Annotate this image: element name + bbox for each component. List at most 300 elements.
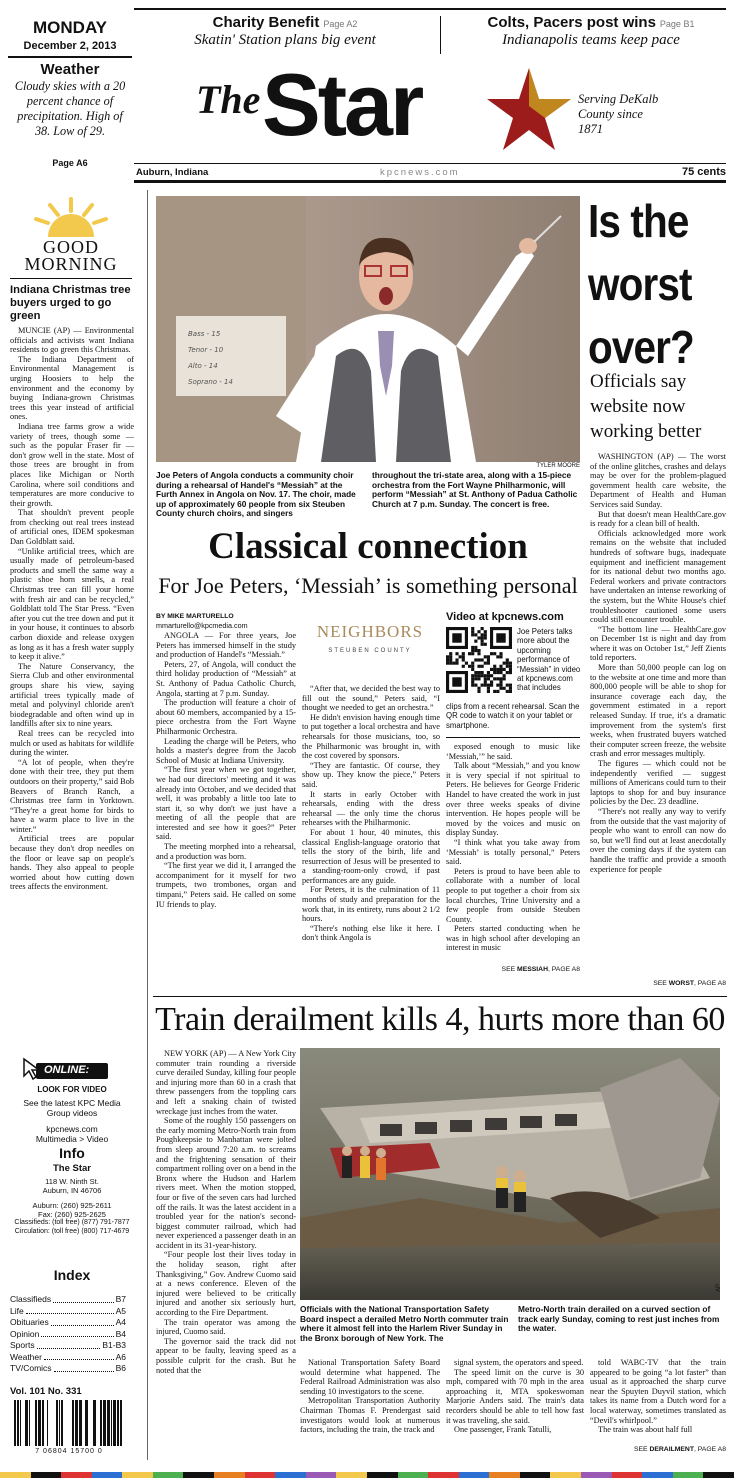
barcode-bar <box>56 1400 58 1446</box>
index-name: Obituaries <box>10 1317 49 1327</box>
qr-module <box>477 652 480 655</box>
qr-module <box>484 636 487 639</box>
qr-module <box>499 680 502 683</box>
paragraph: It starts in early October with rehearsals, ending with the dress rehearsal — the only time the chorus rehearses with the Philharmonic. <box>302 789 440 828</box>
barcode-bar <box>47 1400 48 1446</box>
color-swatch <box>245 1472 276 1478</box>
cursor-icon <box>22 1058 42 1080</box>
index-name: Classifieds <box>10 1294 52 1304</box>
train-photo <box>300 1048 720 1300</box>
qr-module <box>484 630 487 633</box>
classical-col1 <box>156 631 296 964</box>
train-photo-credit: AP <box>716 1283 722 1292</box>
color-swatch <box>489 1472 520 1478</box>
paragraph: Peters started conducting when he was in high school after developing an interest in music <box>446 924 580 953</box>
color-swatch <box>183 1472 214 1478</box>
qr-module <box>471 662 474 665</box>
barcode-number: 7 06804 15700 0 <box>35 1448 103 1455</box>
jump-word: DERAILMENT <box>649 1446 694 1453</box>
qr-module <box>471 684 474 687</box>
paragraph: For Peters, it is the culmination of 11 months of study and preparation for the work that, in its entirety, runs about 2 1/2 hours. <box>302 885 440 924</box>
qr-module <box>471 633 474 636</box>
board-line: Soprano - 14 <box>188 378 233 386</box>
teaser-colts[interactable] <box>456 14 726 48</box>
masthead-date: December 2, 2013 <box>23 40 117 52</box>
train-col3 <box>446 1358 584 1458</box>
paragraph: told WABC-TV that the train appeared to be going “a lot faster” than usual as it approached the sharp curve near the Spuyten Duyvil station, which takes its name from a Dutch word for a local waterway, sometimes translated as “Devil's whirlpool.” <box>590 1358 726 1425</box>
qr-module <box>487 684 490 687</box>
qr-module <box>474 674 477 677</box>
dateline-city: Auburn, Indiana <box>136 167 209 178</box>
qr-module <box>496 677 499 680</box>
index-name: Life <box>10 1305 24 1316</box>
qr-module <box>509 665 512 668</box>
qr-module <box>499 671 502 674</box>
index-page: A6 <box>115 1351 126 1362</box>
qr-module <box>484 662 487 665</box>
paragraph: One passenger, Frank Tatulli, <box>454 1425 552 1435</box>
color-swatch <box>673 1472 704 1478</box>
worst-jump[interactable] <box>590 980 726 987</box>
qr-module <box>499 677 502 680</box>
logo-star: Star <box>262 55 422 154</box>
paragraph: “The first year we did it, I arranged the accompaniment for it myself for two trumpets, two trombones, organ and timpani,” Peters said. He called on some IU friends to play. <box>156 861 296 909</box>
qr-module <box>477 690 480 693</box>
color-swatch <box>153 1472 184 1478</box>
barcode-bar <box>93 1400 96 1446</box>
train-col2 <box>300 1358 440 1458</box>
barcode-bar <box>25 1400 28 1446</box>
barcode-bar <box>100 1400 102 1446</box>
worst-story <box>590 452 726 964</box>
qr-module <box>474 640 477 643</box>
index-list <box>10 1294 126 1375</box>
worst-headline: Is the worst over? <box>588 195 694 373</box>
board-line: Bass - 15 <box>188 330 221 338</box>
teaser-colts-title: Colts, Pacers post wins <box>487 14 656 31</box>
qr-module <box>474 684 477 687</box>
qr-module <box>471 668 474 671</box>
paragraph: “They are fantastic. Of course, they show up. They know the piece,” Peters said. <box>302 760 440 789</box>
qr-module <box>455 662 458 665</box>
video-path: Multimedia > Video <box>35 1134 109 1144</box>
paragraph: “There's nothing else like it here. I don't think Angola is <box>302 923 440 943</box>
qr-module <box>496 633 505 642</box>
color-swatch <box>214 1472 245 1478</box>
barcode-bar <box>113 1400 116 1446</box>
video-side-text: Joe Peters talks more about the upcoming performance of “Messiah” in video at kpcnews.com that includes <box>517 627 581 693</box>
color-swatch <box>306 1472 337 1478</box>
qr-module <box>487 662 490 665</box>
qr-module <box>471 627 474 630</box>
qr-module <box>499 652 502 655</box>
qr-module <box>474 677 477 680</box>
paragraph: “After that, we decided the best way to fill out the sound,” Peters said, “I thought we needed to get an orchestra.” <box>302 684 440 713</box>
qr-module <box>490 652 493 655</box>
paragraph: The production will feature a choir of about 60 members, accompanied by a 15-piece orchestra from the Fort Wayne Philharmonic Orchestra. <box>156 698 296 736</box>
teaser-charity-page: Page A2 <box>323 19 358 29</box>
index-page: B7 <box>115 1294 126 1304</box>
barcode-bar <box>111 1400 112 1446</box>
logo-the: The <box>196 77 261 122</box>
train-col4 <box>590 1358 726 1450</box>
video-text: See the latest KPC Media Group videos <box>23 1098 121 1118</box>
qr-module <box>452 677 461 686</box>
qr-module <box>509 662 512 665</box>
qr-module <box>496 690 499 693</box>
qr-module <box>481 640 484 643</box>
look-for-video: LOOK FOR VIDEO <box>37 1085 107 1094</box>
barcode-bar <box>120 1400 122 1446</box>
weather-title: Weather <box>40 61 100 78</box>
qr-module <box>509 687 512 690</box>
paragraph: Artificial trees are popular because they don't drop needles on the floor or leave sap on people's hands. They also appeal to people worried about how cutting down trees affects the environment. <box>10 834 134 892</box>
qr-module <box>487 674 490 677</box>
paragraph: “Unlike artificial trees, which are usually made of petroleum-based products and smell the same way a plastic shoe horn smells, a real Christmas tree can fill your home with fresh air and can be recycled,” Goldblatt told The Star Press. “Even after you cut the tree down and put it in your house, it continues to absorb carbon dioxide and release oxygen as long as it has a fresh water supply to keep it alive.” <box>10 546 134 662</box>
qr-module <box>493 677 496 680</box>
qr-module <box>493 671 496 674</box>
classical-deck: For Joe Peters, ‘Messiah’ is something personal <box>158 573 578 598</box>
qr-module <box>471 649 474 652</box>
qr-module <box>490 680 493 683</box>
paragraph: “There's not really any way to verify from the outside that the vast majority of people who want to enroll can now do so, but we'll find out at least anecdotally over the coming days if the system can handle the traffic and provide a smooth experience for people <box>590 806 726 874</box>
barcode-bar <box>117 1400 119 1446</box>
qr-module <box>503 687 506 690</box>
price: 75 cents <box>681 166 726 178</box>
qr-module <box>477 677 480 680</box>
info-name: The Star <box>52 1163 91 1174</box>
board-line: Alto - 14 <box>188 362 218 370</box>
qr-module <box>449 658 452 661</box>
photo1-caption-left: Joe Peters of Angola conducts a community choir during a rehearsal of Handel's “Messiah” at the Furth Annex in Angola on Nov. 17. The choir, made up of approximately 60 people from six Steuben County church choirs, and singers <box>156 470 356 519</box>
color-swatch <box>367 1472 398 1478</box>
qr-module <box>446 662 449 665</box>
tree-story <box>10 326 134 892</box>
index-page: B4 <box>115 1328 126 1339</box>
qr-module <box>477 630 480 633</box>
good-morning-morning: MORNING <box>24 254 118 274</box>
qr-module <box>503 677 506 680</box>
teaser-colts-sub: Indianapolis teams keep pace <box>502 32 680 48</box>
qr-module <box>503 662 506 665</box>
qr-module <box>474 658 477 661</box>
qr-module <box>499 684 502 687</box>
qr-module <box>493 665 496 668</box>
index-row[interactable] <box>10 1329 126 1341</box>
qr-module <box>471 665 474 668</box>
barcode-bar <box>20 1400 21 1446</box>
qr-module <box>509 668 512 671</box>
qr-module <box>446 655 449 658</box>
classical-byline: BY MIKE MARTURELLO <box>156 613 234 620</box>
color-swatch <box>336 1472 367 1478</box>
index-row[interactable] <box>10 1294 126 1306</box>
qr-module <box>468 652 471 655</box>
barcode-bar <box>59 1400 60 1446</box>
qr-module <box>506 665 509 668</box>
index-page: A5 <box>115 1305 126 1316</box>
qr-module <box>477 665 480 668</box>
color-swatch <box>581 1472 612 1478</box>
teaser-colts-page: Page B1 <box>659 19 695 29</box>
qr-module <box>484 674 487 677</box>
qr-module <box>509 690 512 693</box>
qr-module <box>503 668 506 671</box>
qr-module <box>471 677 474 680</box>
qr-module <box>496 668 499 671</box>
qr-module <box>474 649 477 652</box>
qr-module <box>506 690 509 693</box>
qr-module <box>477 649 480 652</box>
qr-module <box>459 655 462 658</box>
qr-module <box>506 662 509 665</box>
qr-module <box>484 633 487 636</box>
color-swatch <box>550 1472 581 1478</box>
qr-module <box>481 674 484 677</box>
weather-page: Page A6 <box>52 158 88 168</box>
qr-module <box>481 633 484 636</box>
qr-module <box>499 665 502 668</box>
color-swatch <box>612 1472 643 1478</box>
barcode-bar <box>17 1400 19 1446</box>
jump-word: MESSIAH <box>517 966 548 973</box>
paragraph: Leading the charge will be Peters, who holds a master's degree from the Jacob School of Music at Indiana University. <box>156 736 296 765</box>
conductor-photo <box>156 196 580 462</box>
train-col1 <box>156 1049 296 1459</box>
qr-module <box>484 684 487 687</box>
index-title: Index <box>53 1267 91 1283</box>
qr-module <box>506 684 509 687</box>
video-site[interactable]: kpcnews.com <box>46 1124 98 1134</box>
qr-module <box>493 668 496 671</box>
paragraph: Metropolitan Transportation Authority Chairman Thomas F. Prendergast said investigators would look at numerous factors, including the train, the track and <box>300 1396 440 1435</box>
barcode-bar <box>35 1400 37 1446</box>
qr-module <box>455 652 458 655</box>
teaser-charity-title: Charity Benefit <box>212 14 320 31</box>
qr-module <box>449 652 452 655</box>
paragraph: “The first year when we got together, we had our directors' meeting and it was already into October, and we decided that well, it was probably a little too late to start it, so why don't we just have a meeting of all the people that are interested and see how it goes?” Peter said. <box>156 765 296 842</box>
classical-email: mmarturello@kpcmedia.com <box>156 621 248 630</box>
info-circulation: Circulation: (toll free) (800) 717-4679 <box>14 1228 130 1235</box>
video-bottom-text: clips from a recent rehearsal. Scan the QR code to watch it on your tablet or smartphone. <box>446 702 580 730</box>
neighbors-county: STEUBEN COUNTY <box>328 648 412 654</box>
photo1-credit: TYLER MOORE <box>536 463 580 469</box>
train-caption-left: Officials with the National Transportation Safety Board inspect a derailed Metro North commuter train where it almost fell into the Harlem River Sunday in the Bronx borough of New York. The <box>300 1304 509 1343</box>
qr-module <box>481 658 484 661</box>
train-headline: Train derailment kills 4, hurts more than 60 <box>155 1001 725 1038</box>
qr-module <box>487 687 490 690</box>
index-row[interactable] <box>10 1317 126 1329</box>
barcode-bar <box>72 1400 74 1446</box>
paragraph: Talk about “Messiah,” and you know it is very special if not spiritual to Peters. He believes for George Frideric Handel to have created the work in just over three weeks speaks of divine intervention. He hopes people will be moved by the voices and music on display Sunday. <box>446 761 580 838</box>
color-swatch <box>275 1472 306 1478</box>
weather-text: Cloudy skies with a 20 percent chance of precipitation. High of 38. Low of 29. <box>14 79 126 138</box>
photo1-caption-right: throughout the tri-state area, along with a 15-piece orchestra from the Fort Wayne Philharmonic, will perform “Messiah” at St. Anthony of Padua Catholic Church at 7 p.m. Sunday. The concert is free. <box>372 470 578 509</box>
qr-module <box>462 658 465 661</box>
qr-module <box>474 671 477 674</box>
jump-page: , PAGE A8 <box>694 1446 726 1453</box>
classical-jump[interactable] <box>446 966 580 973</box>
info-fax: Fax: (260) 925-2625 <box>38 1210 106 1219</box>
color-swatch <box>703 1472 734 1478</box>
index-page: A4 <box>115 1317 126 1327</box>
color-swatch <box>642 1472 673 1478</box>
qr-module <box>490 684 493 687</box>
barcode-bar <box>61 1400 63 1446</box>
teaser-charity-sub: Skatin' Station plans big event <box>194 32 376 48</box>
qr-module <box>487 690 490 693</box>
info-title: Info <box>59 1145 85 1161</box>
qr-module <box>471 630 474 633</box>
barcode-bar <box>14 1400 16 1446</box>
worst-deck: Officials say website now working better <box>590 371 702 442</box>
paragraph: MUNCIE (AP) — Environmental officials and activists want Indiana residents to go green this Christmas. <box>10 326 134 355</box>
paragraph: Indiana tree farms grow a wide variety of trees, though some — such as the popular Fraser fir — don't grow well in the state. Most of those trees are brought in from places like Michigan or North Carolina, where soil conditions and temperatures are more conducive to their growth. <box>10 421 134 508</box>
qr-module <box>493 690 496 693</box>
color-swatch <box>459 1472 490 1478</box>
qr-module <box>477 671 480 674</box>
qr-module <box>446 658 449 661</box>
qr-module <box>452 633 461 642</box>
index-row[interactable] <box>10 1352 126 1364</box>
info-addr2: Auburn, IN 46706 <box>42 1186 102 1195</box>
qr-module <box>471 674 474 677</box>
qr-module <box>499 687 502 690</box>
qr-module <box>493 652 496 655</box>
online-label: ONLINE: <box>44 1064 90 1076</box>
qr-module <box>462 665 465 668</box>
qr-module <box>462 655 465 658</box>
index-name: TV/Comics <box>10 1363 52 1373</box>
qr-module <box>496 655 499 658</box>
paragraph: signal system, the operators and speed. <box>454 1358 584 1367</box>
barcode-bar <box>85 1400 88 1446</box>
qr-module <box>484 677 487 680</box>
qr-module <box>484 680 487 683</box>
index-row[interactable] <box>10 1363 126 1375</box>
index-name: Opinion <box>10 1328 40 1339</box>
qr-module <box>477 636 480 639</box>
board-line: Tenor - 10 <box>188 346 224 354</box>
qr-module <box>506 671 509 674</box>
barcode-bar <box>38 1400 41 1446</box>
sun-icon <box>28 195 114 239</box>
qr-module <box>462 652 465 655</box>
index-page: B6 <box>115 1363 126 1373</box>
color-swatch <box>398 1472 429 1478</box>
good-morning-good: GOOD <box>43 237 99 257</box>
video-title[interactable]: Video at kpcnews.com <box>446 611 564 623</box>
qr-module <box>481 627 484 630</box>
paragraph: The speed limit on the curve is 30 mph, compared with 70 mph in the area approaching it, MTA spokeswoman Marjorie Anders said. The train's data recorders should be able to tell how fast it was traveling, she said. <box>446 1367 584 1425</box>
qr-module <box>484 643 487 646</box>
index-name: Sports <box>10 1340 35 1350</box>
qr-module <box>471 646 474 649</box>
color-swatch <box>31 1472 62 1478</box>
jump-word: WORST <box>668 980 694 987</box>
jump-see: SEE <box>501 966 516 973</box>
qr-module <box>499 655 502 658</box>
qr-module <box>509 684 512 687</box>
qr-module <box>490 674 493 677</box>
qr-module <box>452 662 455 665</box>
qr-module <box>481 671 484 674</box>
paragraph: WASHINGTON (AP) — The worst of the online glitches, crashes and delays may be over for the problem-plagued government health care website, the Department of Health and Human Services said Sunday. <box>590 452 726 509</box>
color-swatch <box>92 1472 123 1478</box>
paragraph: Officials acknowledged more work remains on the website that included hundreds of software bugs, inadequate equipment and inefficient management for its national debut two months ago. Federal workers and private contractors have undertaken an intense reworking of the system, but the White House's chief troubleshooter cautioned some users could still encounter trouble. <box>590 528 726 625</box>
classical-headline: Classical connection <box>208 526 528 567</box>
paragraph: He didn't envision having enough time to put together a local orchestra and have rehearsals for those musicians, too, so the Philharmonic was brought in, with the cost covered by sponsors. <box>302 712 440 761</box>
barcode-bar <box>75 1400 78 1446</box>
qr-module <box>487 677 490 680</box>
paragraph: The figures — which could not be independently verified — suggest millions of Americans could turn to their laptops to shop for and buy insurance policies by the Dec. 23 deadline. <box>590 759 726 807</box>
color-bar <box>0 1472 734 1478</box>
paragraph: For about 1 hour, 40 minutes, this classical English-language oratorio that tells the story of the birth, life and resurrection of Jesus will be presented to a standing-room-only crowd, if past performances are any guide. <box>302 827 440 885</box>
paragraph: “Four people lost their lives today in the holiday season, right after Thanksgiving,” Gov. Andrew Cuomo said at a news conference. Eleven of the injured were believed to be critically injured and another six seriously hurt, according to the Fire Department. <box>156 1250 296 1318</box>
qr-code-icon[interactable] <box>446 627 512 693</box>
color-swatch <box>61 1472 92 1478</box>
qr-module <box>484 655 487 658</box>
volume: Vol. 101 No. 331 <box>10 1386 82 1397</box>
qr-module <box>449 662 452 665</box>
train-caption-right: Metro-North train derailed on a curved section of track early Sunday, coming to rest just inches from the water. <box>518 1304 720 1334</box>
serving-text: Serving DeKalb County since 1871 <box>578 92 659 136</box>
train-jump[interactable] <box>590 1446 726 1453</box>
jump-page: , PAGE A8 <box>694 980 726 987</box>
paragraph: That shouldn't prevent people from checking out real trees instead of artificial ones, IDEM spokesman Dan Goldblatt said. <box>10 508 134 547</box>
color-swatch <box>428 1472 459 1478</box>
masthead-day: MONDAY <box>33 18 107 37</box>
website-link[interactable]: kpcnews.com <box>380 167 460 178</box>
qr-module <box>509 671 512 674</box>
qr-module <box>506 658 509 661</box>
info-addr1: 118 W. Ninth St. <box>45 1177 99 1186</box>
qr-module <box>481 684 484 687</box>
star-icon <box>486 66 572 156</box>
index-row[interactable] <box>10 1306 126 1318</box>
qr-module <box>468 665 471 668</box>
qr-module <box>499 668 502 671</box>
jump-page: , PAGE A8 <box>548 966 580 973</box>
info-phone: Auburn: (260) 925-2611 <box>32 1201 112 1210</box>
index-page: B1-B3 <box>102 1340 126 1350</box>
teaser-charity[interactable] <box>150 14 420 48</box>
classical-col3 <box>446 742 580 964</box>
color-swatch <box>122 1472 153 1478</box>
qr-module <box>481 643 484 646</box>
color-swatch <box>520 1472 551 1478</box>
barcode-bar <box>79 1400 82 1446</box>
qr-module <box>449 655 452 658</box>
qr-module <box>503 674 506 677</box>
info-classifieds: Classifieds: (toll free) (877) 791-7877 <box>14 1219 130 1226</box>
paragraph: The meeting morphed into a rehearsal, and a production was born. <box>156 842 296 861</box>
paragraph: ANGOLA — For three years, Joe Peters has immersed himself in the study and production of Handel's “Messiah.” <box>156 631 296 660</box>
qr-module <box>455 658 458 661</box>
qr-module <box>496 684 499 687</box>
index-row[interactable] <box>10 1340 126 1352</box>
classical-col2 <box>302 684 440 964</box>
qr-module <box>477 658 480 661</box>
qr-module <box>487 671 490 674</box>
paragraph: The train was about half full <box>598 1425 693 1435</box>
neighbors-title: NEIGHBORS <box>316 622 424 641</box>
jump-see: SEE <box>653 980 667 987</box>
qr-module <box>490 668 493 671</box>
qr-module <box>487 655 490 658</box>
paragraph: exposed enough to music like ‘Messiah,’” he said. <box>446 742 580 761</box>
qr-module <box>474 646 477 649</box>
